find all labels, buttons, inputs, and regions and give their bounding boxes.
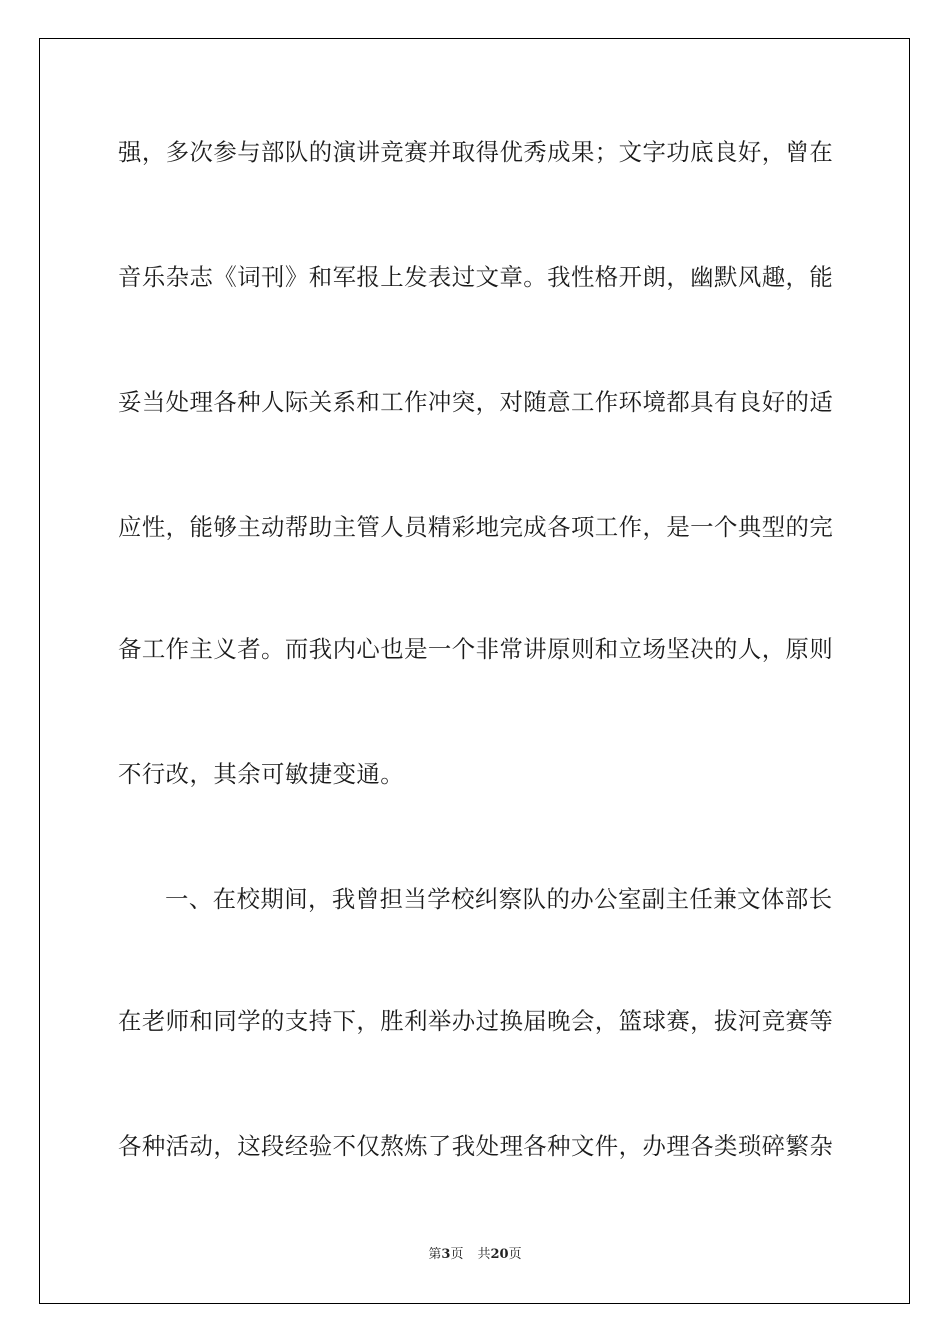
page-footer <box>0 1246 950 1264</box>
paragraph-first-line: 一、在校期间，我曾担当学校纠察队的办公室副主任兼文体部长 <box>165 885 833 913</box>
body-text-line: 在老师和同学的支持下，胜利举办过换届晚会，篮球赛，拔河竞赛等 <box>118 1007 834 1035</box>
total-prefix: 共 <box>477 1247 491 1262</box>
body-text-line: 强，多次参与部队的演讲竞赛并取得优秀成果；文字功底良好，曾在 <box>118 138 834 166</box>
body-text-line: 备工作主义者。而我内心也是一个非常讲原则和立场坚决的人，原则 <box>118 635 834 663</box>
body-text-line: 应性，能够主动帮助主管人员精彩地完成各项工作，是一个典型的完 <box>118 513 834 541</box>
total-suffix: 页 <box>508 1247 522 1262</box>
total-pages: 20 <box>490 1247 509 1262</box>
page-suffix: 页 <box>450 1247 464 1262</box>
page-number: 3 <box>441 1247 451 1262</box>
body-text-line: 音乐杂志《词刊》和军报上发表过文章。我性格开朗，幽默风趣，能 <box>118 263 834 291</box>
body-text-line: 不行改，其余可敏捷变通。 <box>118 760 405 788</box>
page-border <box>39 38 910 1304</box>
page-prefix: 第 <box>428 1247 442 1262</box>
body-text-line: 各种活动，这段经验不仅熬炼了我处理各种文件，办理各类琐碎繁杂 <box>118 1132 834 1160</box>
body-text-line: 妥当处理各种人际关系和工作冲突，对随意工作环境都具有良好的适 <box>118 388 834 416</box>
